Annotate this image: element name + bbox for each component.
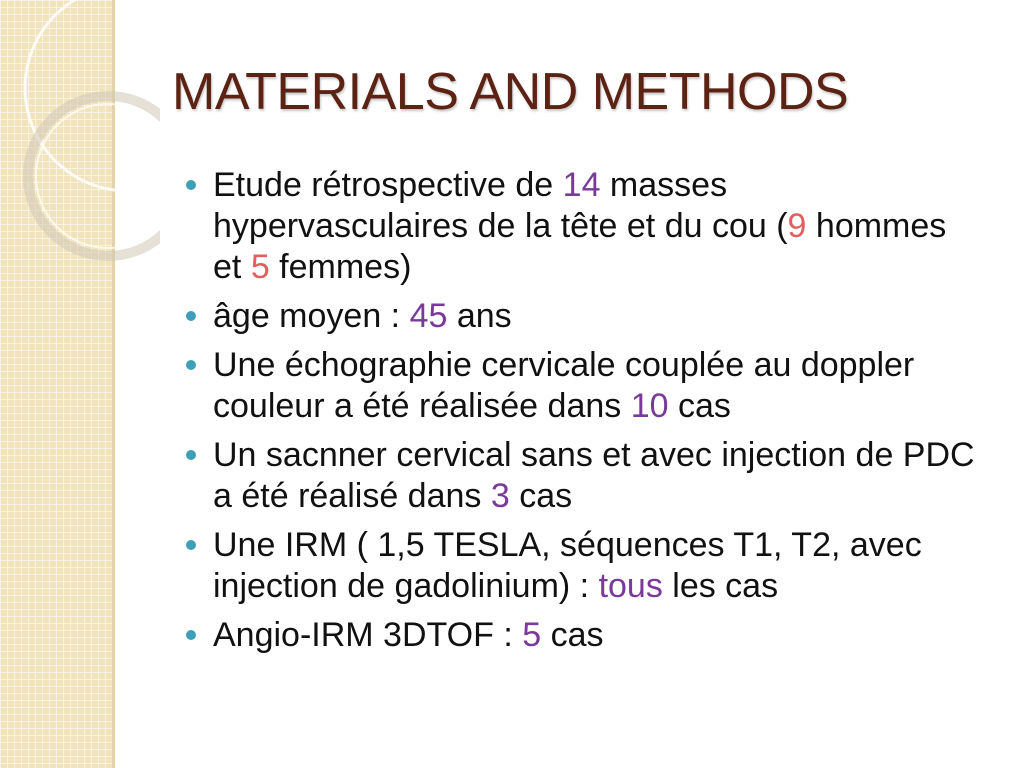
highlight-number: 9 [787, 207, 807, 245]
bullet-text: cas [541, 616, 604, 654]
slide-title: MATERIALS AND METHODS [172, 63, 849, 121]
highlight-number: 14 [562, 166, 601, 204]
highlight-number: 45 [409, 297, 448, 335]
bullet-item [183, 435, 983, 517]
bullet-text: ans [447, 297, 512, 335]
highlight-number: 10 [630, 387, 669, 425]
bullet-dot-icon [186, 540, 196, 550]
bullet-item [183, 296, 983, 337]
bullet-text: hommes et [213, 207, 947, 286]
bullet-list [183, 165, 983, 664]
highlight-number: 5 [250, 248, 270, 286]
bullet-dot-icon [186, 360, 196, 370]
bullet-text: Angio-IRM 3DTOF : [213, 616, 523, 654]
decorative-circles [0, 0, 160, 290]
bullet-text: masses hypervasculaires de la tête et du cou ( [213, 166, 788, 245]
bullet-dot-icon [186, 450, 196, 460]
bullet-text: les cas [662, 567, 779, 605]
bullet-item [183, 525, 983, 607]
bullet-text: Etude rétrospective de [213, 166, 563, 204]
highlight-number: tous [598, 567, 663, 605]
bullet-dot-icon [186, 311, 196, 321]
bullet-dot-icon [186, 180, 196, 190]
highlight-number: 5 [522, 616, 542, 654]
bullet-item [183, 165, 983, 288]
bullet-text: cas [509, 477, 573, 515]
bullet-text: Une IRM ( 1,5 TESLA, séquences T1, T2, avec injection de gadolinium) : [213, 526, 922, 605]
bullet-text: Une échographie cervicale couplée au doppler couleur a été réalisée dans [213, 346, 915, 425]
bullet-text: âge moyen : [213, 297, 410, 335]
bullet-text: femmes) [269, 248, 412, 286]
bullet-text: cas [668, 387, 731, 425]
highlight-number: 3 [490, 477, 510, 515]
bullet-item [183, 615, 983, 656]
bullet-item [183, 345, 983, 427]
bullet-dot-icon [186, 630, 196, 640]
bullet-text: Un sacnner cervical sans et avec injection de PDC a été réalisé dans [213, 436, 975, 515]
